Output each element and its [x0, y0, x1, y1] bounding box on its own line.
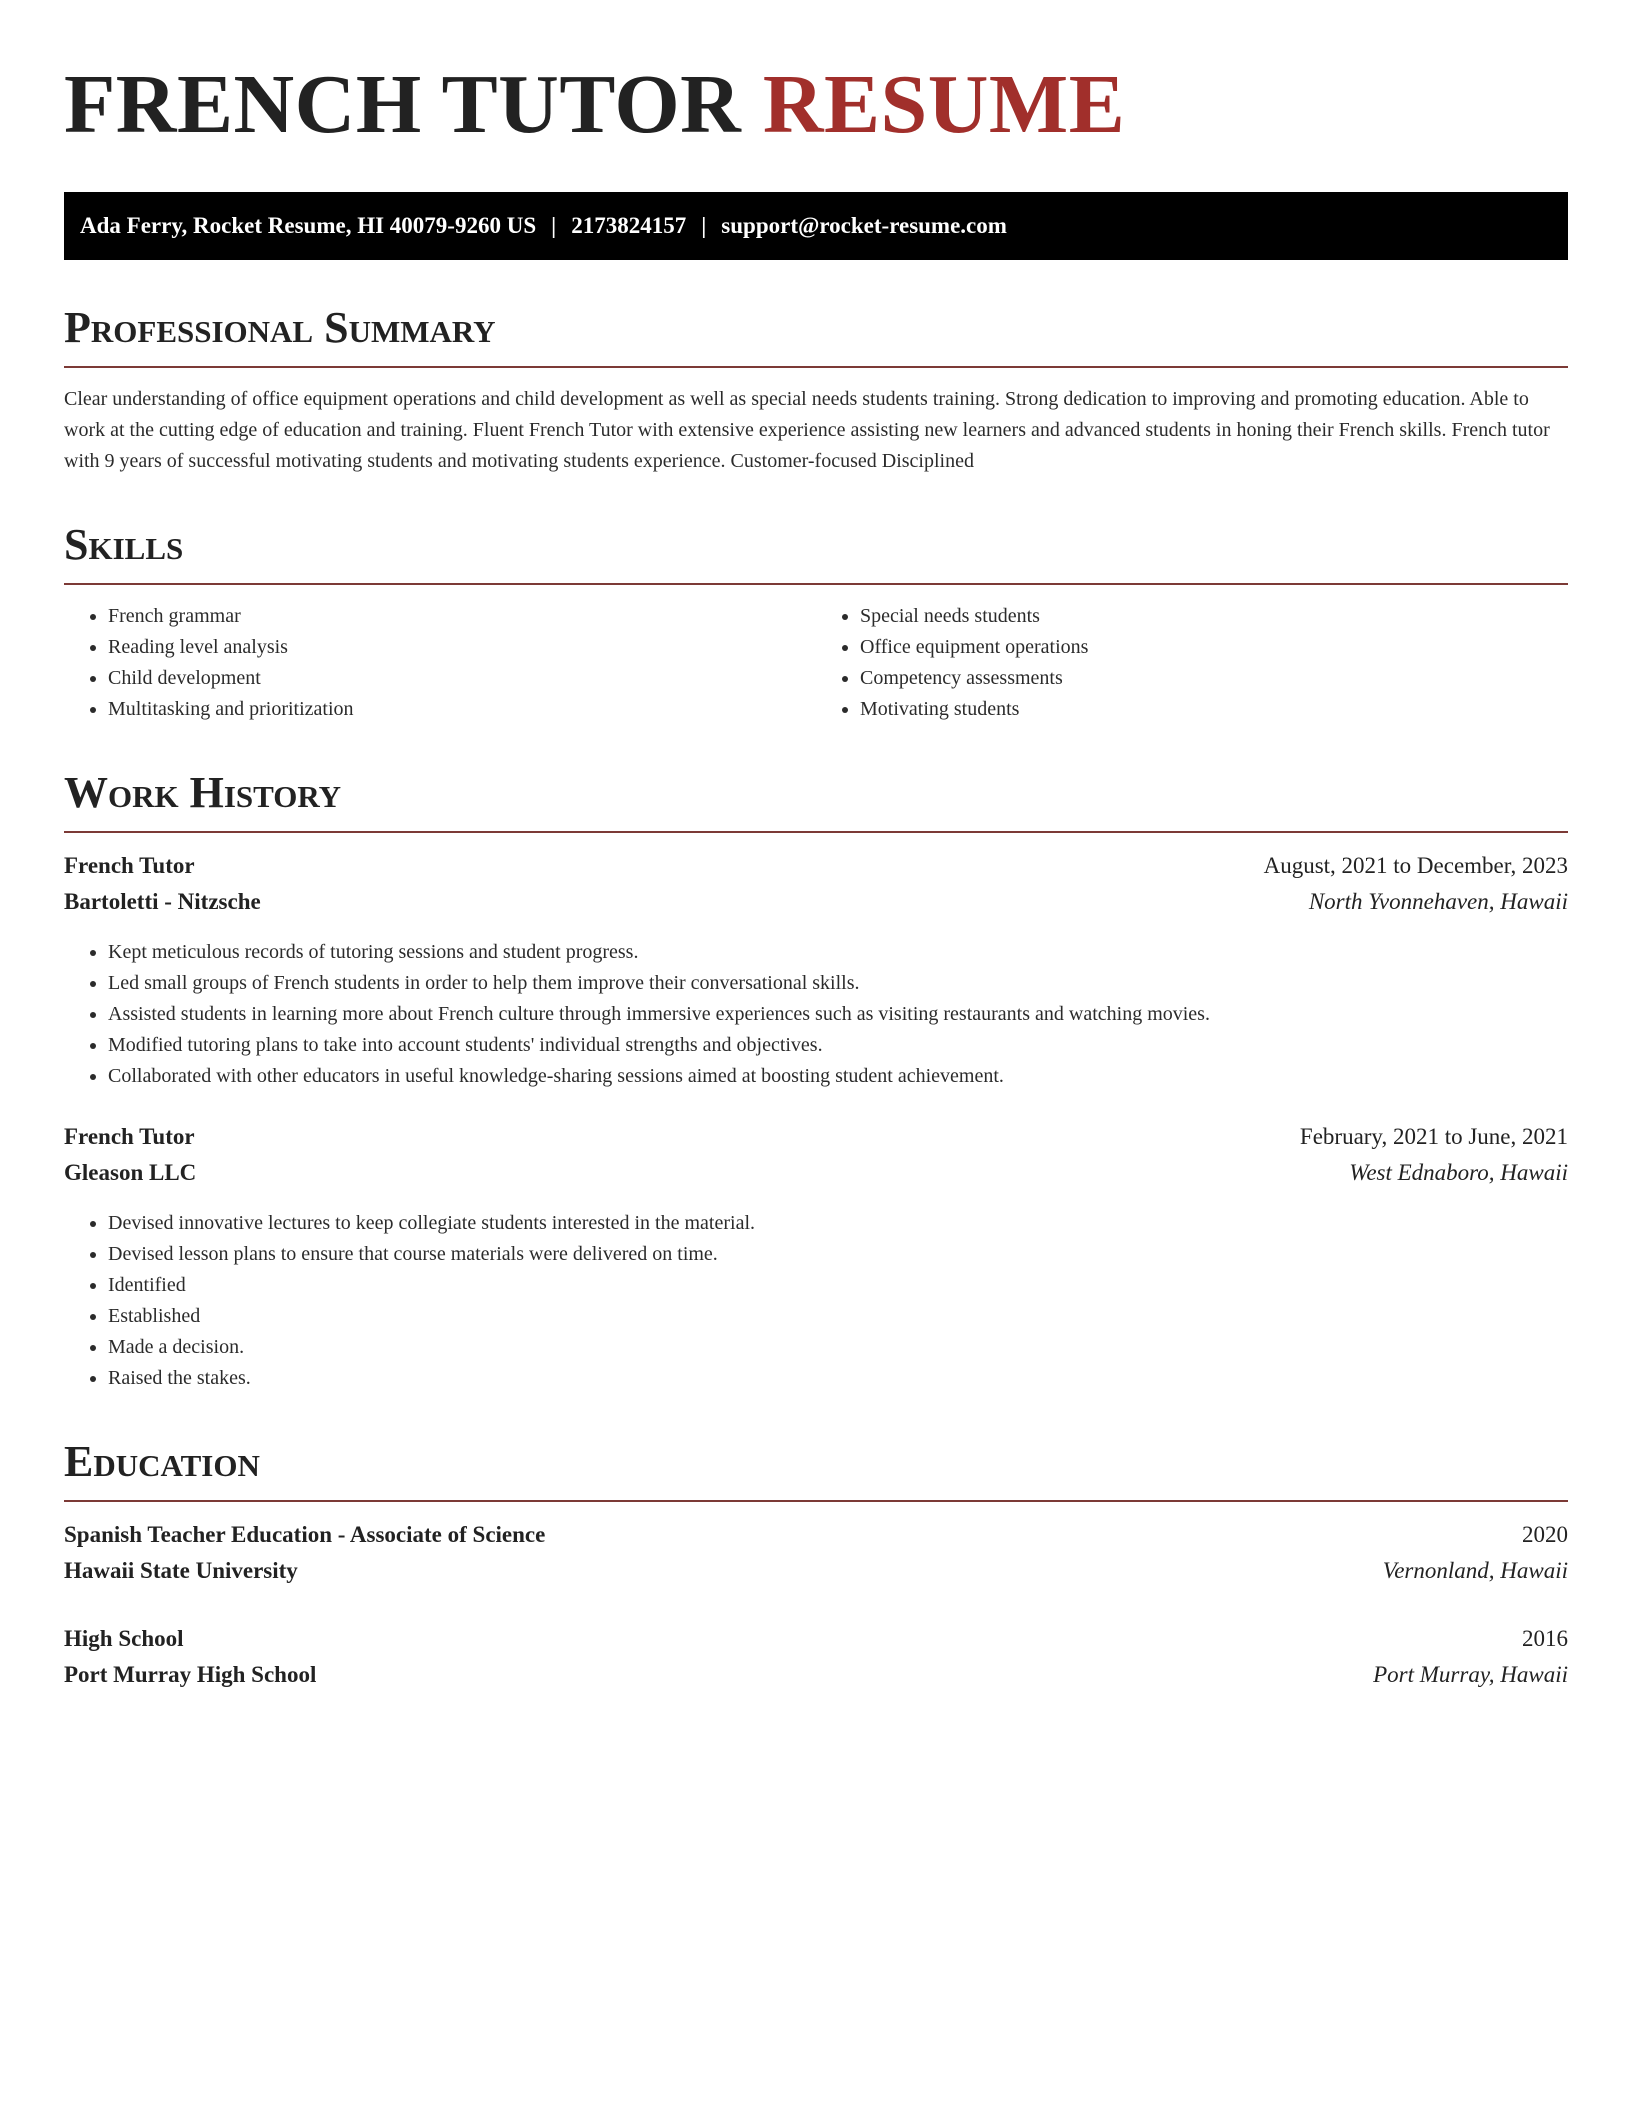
- education-degree: Spanish Teacher Education - Associate of Science: [64, 1522, 546, 1547]
- work-history-section: [64, 769, 1568, 1394]
- skill-item: • Office equipment operations: [860, 632, 1568, 663]
- summary-section: [64, 304, 1568, 477]
- job-bullet: • Devised innovative lectures to keep collegiate students interested in the material.: [108, 1208, 1568, 1239]
- education-degree: High School: [64, 1626, 184, 1651]
- skills-column-right: [816, 601, 1568, 725]
- education-school-row: [64, 1558, 1568, 1594]
- job-bullet: • Identified: [108, 1270, 1568, 1301]
- skill-item: • Reading level analysis: [108, 632, 816, 663]
- skills-column-left: [64, 601, 816, 725]
- job-title-row: [64, 853, 1568, 889]
- education-school: Hawaii State University: [64, 1558, 298, 1583]
- contact-address: Ada Ferry, Rocket Resume, HI 40079-9260 US: [80, 213, 537, 238]
- job-bullet: • Devised lesson plans to ensure that course materials were delivered on time.: [108, 1239, 1568, 1270]
- contact-separator: |: [551, 213, 557, 238]
- job-entry: [64, 1124, 1568, 1394]
- education-year: 2016: [1522, 1626, 1568, 1651]
- job-bullet: • Assisted students in learning more about French culture through immersive experiences such as visiting restaurants and watching movies.: [108, 999, 1568, 1030]
- job-company-row: [64, 889, 1568, 925]
- job-dates: August, 2021 to December, 2023: [1263, 853, 1568, 878]
- section-heading-summary: Professional Summary: [64, 304, 1568, 368]
- education-degree-row: [64, 1626, 1568, 1662]
- job-entry: [64, 853, 1568, 1092]
- job-dates: February, 2021 to June, 2021: [1299, 1124, 1568, 1149]
- education-year: 2020: [1522, 1522, 1568, 1547]
- job-location: West Ednaboro, Hawaii: [1349, 1160, 1568, 1185]
- job-bullet: • Raised the stakes.: [108, 1363, 1568, 1394]
- job-title-row: [64, 1124, 1568, 1160]
- job-company-row: [64, 1160, 1568, 1196]
- skill-item: • Multitasking and prioritization: [108, 694, 816, 725]
- job-title: French Tutor: [64, 1124, 195, 1149]
- job-company: Gleason LLC: [64, 1160, 197, 1185]
- section-heading-skills: Skills: [64, 521, 1568, 585]
- skills-section: [64, 521, 1568, 725]
- education-location: Vernonland, Hawaii: [1382, 1558, 1568, 1583]
- education-section: [64, 1438, 1568, 1698]
- skill-item: • Child development: [108, 663, 816, 694]
- section-heading-education: Education: [64, 1438, 1568, 1502]
- education-school-row: [64, 1662, 1568, 1698]
- contact-phone: 2173824157: [571, 213, 687, 238]
- contact-bar: [64, 192, 1568, 260]
- education-entry: [64, 1626, 1568, 1698]
- job-bullet: • Led small groups of French students in order to help them improve their conversational skills.: [108, 968, 1568, 999]
- contact-separator: |: [701, 213, 707, 238]
- skill-item: • Competency assessments: [860, 663, 1568, 694]
- education-degree-row: [64, 1522, 1568, 1558]
- section-heading-work-history: Work History: [64, 769, 1568, 833]
- contact-email: support@rocket-resume.com: [721, 213, 1007, 238]
- education-school: Port Murray High School: [64, 1662, 317, 1687]
- job-company: Bartoletti - Nitzsche: [64, 889, 261, 914]
- job-bullet: • Established: [108, 1301, 1568, 1332]
- education-location: Port Murray, Hawaii: [1373, 1662, 1568, 1687]
- skills-list: [64, 601, 1568, 725]
- job-bullet: • Made a decision.: [108, 1332, 1568, 1363]
- education-entry: [64, 1522, 1568, 1594]
- title-accent: RESUME: [762, 58, 1126, 151]
- job-bullet: • Kept meticulous records of tutoring sessions and student progress.: [108, 937, 1568, 968]
- skill-item: • Special needs students: [860, 601, 1568, 632]
- job-location: North Yvonnehaven, Hawaii: [1308, 889, 1568, 914]
- job-bullet: • Collaborated with other educators in useful knowledge-sharing sessions aimed at boosting student achievement.: [108, 1061, 1568, 1092]
- job-bullets: [64, 937, 1568, 1092]
- job-bullets: [64, 1208, 1568, 1394]
- job-bullet: • Modified tutoring plans to take into account students' individual strengths and objectives.: [108, 1030, 1568, 1061]
- skill-item: • Motivating students: [860, 694, 1568, 725]
- resume-title: [64, 50, 1568, 160]
- job-title: French Tutor: [64, 853, 195, 878]
- summary-text: Clear understanding of office equipment operations and child development as well as special needs students training. Strong dedication to improving and promoting education. Able to work at the cutting edge of education and training. Fluent French Tutor with extensive experience assisting new learners and advanced students in honing their French skills. French tutor with 9 years of successful motivating students and motivating students experience. Customer-focused Disciplined: [64, 388, 1550, 472]
- skill-item: • French grammar: [108, 601, 816, 632]
- title-main: FRENCH TUTOR: [64, 58, 742, 151]
